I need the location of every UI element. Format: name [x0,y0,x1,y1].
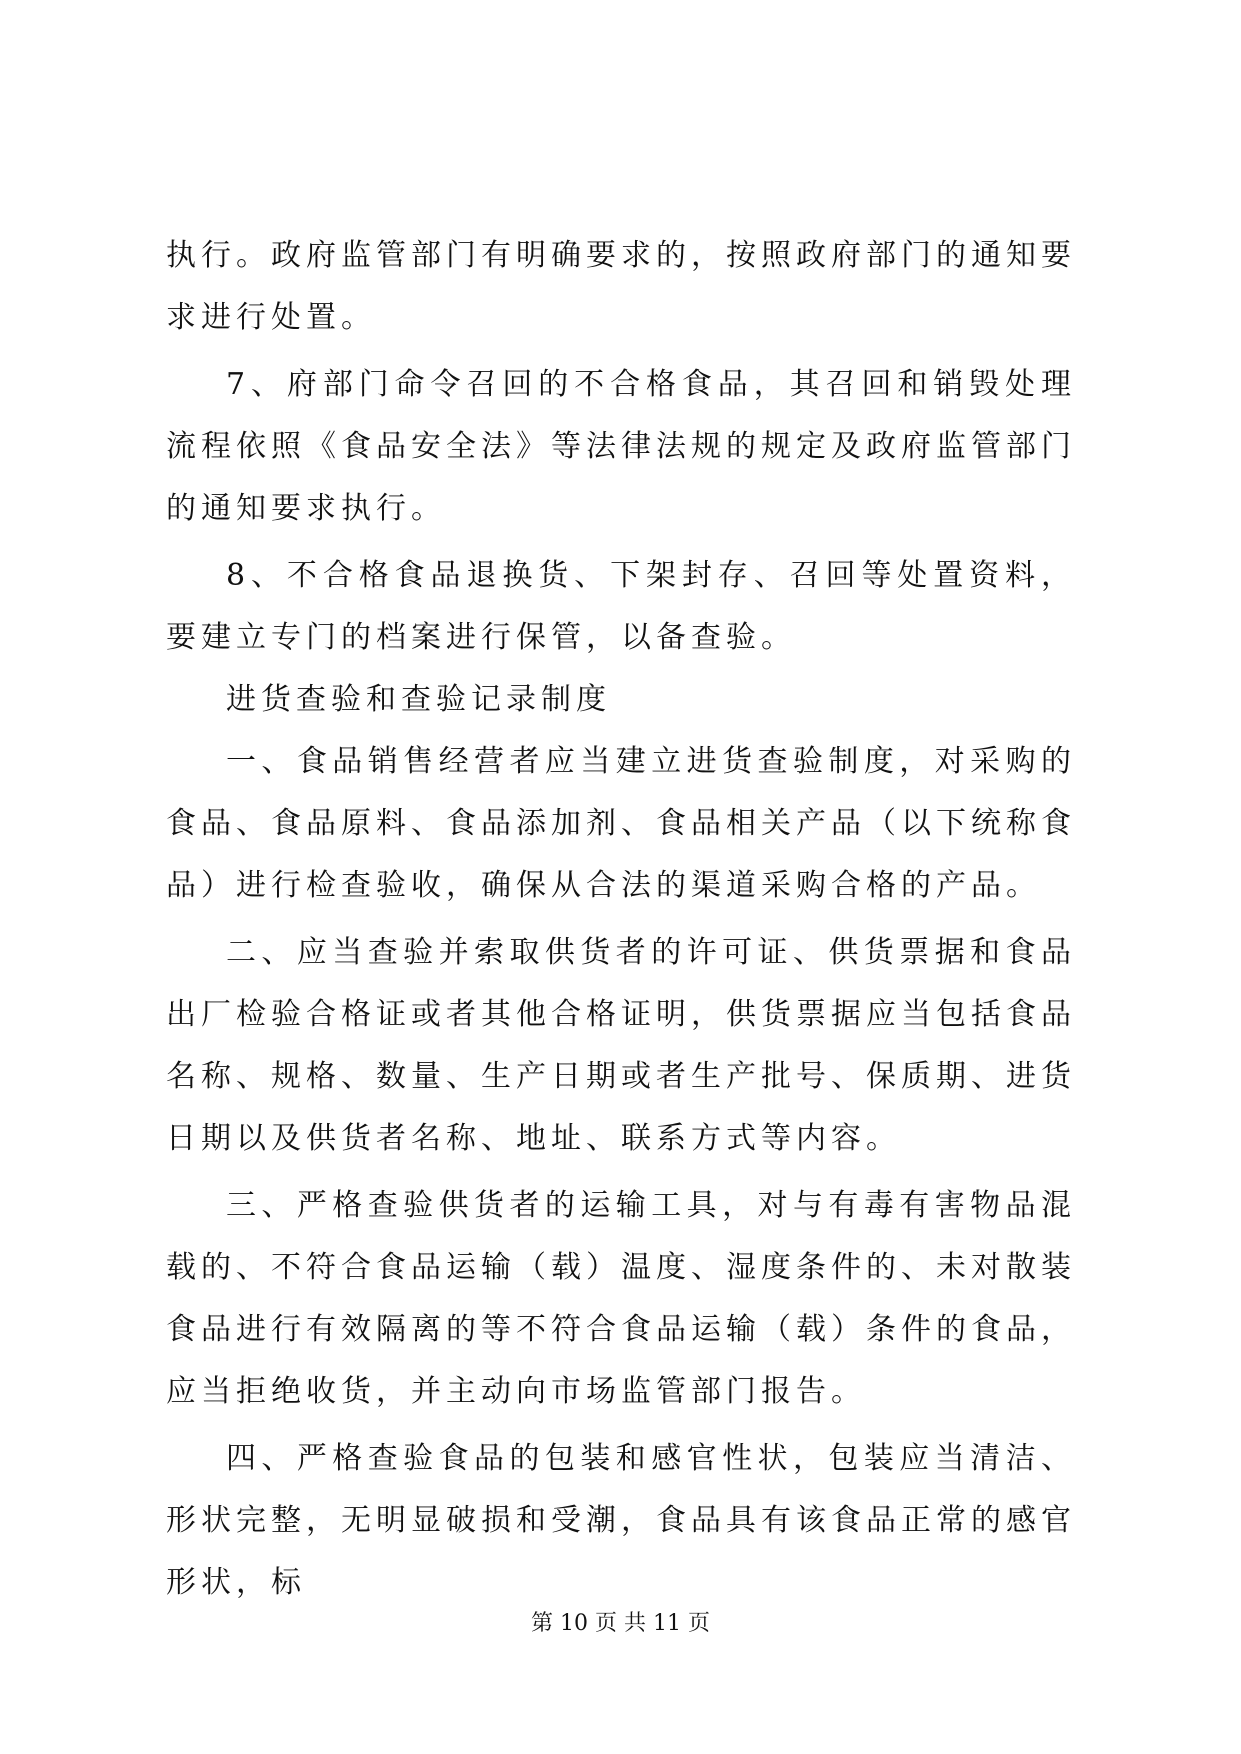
paragraph-section-1: 一、食品销售经营者应当建立进货查验制度，对采购的食品、食品原料、食品添加剂、食品相关产品（以下统称食品）进行检查验收，确保从合法的渠道采购合格的产品。 [166,744,1076,903]
paragraph-section-3: 三、严格查验供货者的运输工具，对与有毒有害物品混载的、不符合食品运输（载）温度、湿度条件的、未对散装食品进行有效隔离的等不符合食品运输（载）条件的食品，应当拒绝收货，并主动向市场监管部门报告。 [166,1188,1076,1409]
paragraph-continuation: 执行。政府监管部门有明确要求的，按照政府部门的通知要求进行处置。 [166,238,1076,335]
paragraph-section-4: 四、严格查验食品的包装和感官性状，包装应当清洁、形状完整，无明显破损和受潮，食品具有该食品正常的感官形状，标 [166,1441,1076,1600]
paragraph-section-2: 二、应当查验并索取供货者的许可证、供货票据和食品出厂检验合格证或者其他合格证明，供货票据应当包括食品名称、规格、数量、生产日期或者生产批号、保质期、进货日期以及供货者名称、地址、联系方式等内容。 [166,935,1076,1156]
document-body [166,225,1076,1614]
page-footer [0,1609,1241,1639]
paragraph-item-7: 7、府部门命令召回的不合格食品，其召回和销毁处理流程依照《食品安全法》等法律法规的规定及政府监管部门的通知要求执行。 [166,367,1076,526]
paragraph-item-8: 8、不合格食品退换货、下架封存、召回等处置资料，要建立专门的档案进行保管，以备查验。 [166,558,1076,655]
page-number-label: 第 10 页 共 11 页 [531,1611,710,1636]
section-heading: 进货查验和查验记录制度 [226,682,611,717]
